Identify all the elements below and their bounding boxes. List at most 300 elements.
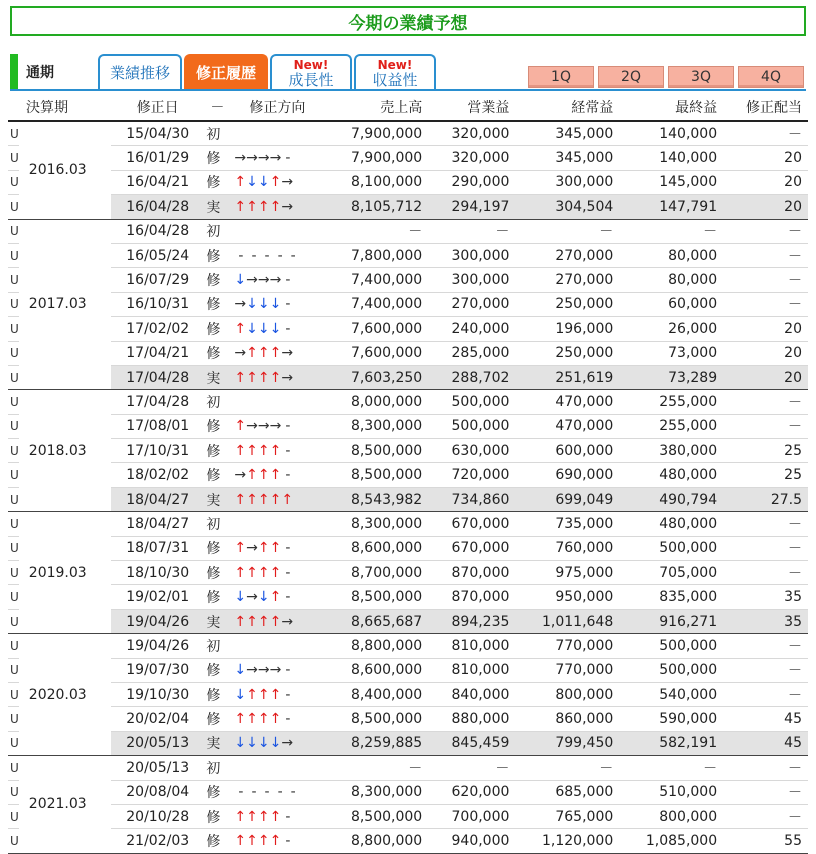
revision-kind: 実 <box>204 731 230 755</box>
revision-kind: 実 <box>204 365 230 389</box>
revision-direction <box>230 585 324 609</box>
arrow-right-icon: → <box>269 150 282 167</box>
arrow-down-icon: ↓ <box>257 320 270 337</box>
net-profit-value: － <box>619 219 723 243</box>
arrow-right-icon: → <box>246 589 258 606</box>
revision-date: 17/04/28 <box>111 390 204 414</box>
dash-icon: - <box>285 662 291 679</box>
table-row <box>8 195 808 219</box>
dividend-value: 20 <box>723 317 808 341</box>
sales-value: 8,500,000 <box>324 707 428 731</box>
dividend-value: 55 <box>723 829 808 853</box>
revision-date: 19/04/26 <box>111 609 204 633</box>
arrow-right-icon: → <box>234 345 247 362</box>
revision-kind: 修 <box>204 707 230 731</box>
operating-profit-value: 288,702 <box>428 365 515 389</box>
revision-date: 18/02/02 <box>111 463 204 487</box>
arrow-up-icon: ↑ <box>257 442 270 459</box>
table-row <box>8 756 808 780</box>
header-sales: 売上高 <box>324 94 428 121</box>
dividend-value: － <box>723 390 808 414</box>
sales-value: 8,300,000 <box>324 414 428 438</box>
dash-icon: - <box>285 808 291 825</box>
revision-kind: 初 <box>204 756 230 780</box>
arrow-up-icon: ↑ <box>257 808 270 825</box>
dash-icon: - <box>285 296 291 313</box>
arrow-up-icon: ↑ <box>257 613 270 630</box>
operating-profit-value: － <box>428 219 515 243</box>
arrow-right-icon: → <box>246 418 258 435</box>
sales-value: － <box>324 219 428 243</box>
ordinary-profit-value: 304,504 <box>515 195 619 219</box>
row-marker: U <box>8 219 19 243</box>
revision-direction <box>230 682 324 706</box>
net-profit-value: 835,000 <box>619 585 723 609</box>
header-ordinary-profit: 経常益 <box>515 94 619 121</box>
net-profit-value: 1,085,000 <box>619 829 723 853</box>
net-profit-value: 26,000 <box>619 317 723 341</box>
tab-label: 成長性 <box>288 71 334 89</box>
quarter-button-4q[interactable]: 4Q <box>738 66 804 88</box>
revision-direction <box>230 341 324 365</box>
row-marker: U <box>8 463 19 487</box>
sales-value: 7,400,000 <box>324 292 428 316</box>
arrow-up-icon: ↑ <box>269 613 282 630</box>
arrow-down-icon: ↓ <box>234 686 247 703</box>
sales-value: 7,900,000 <box>324 146 428 170</box>
arrow-right-icon: → <box>234 150 247 167</box>
dash-icon: - <box>238 247 244 264</box>
net-profit-value: 540,000 <box>619 682 723 706</box>
sales-value: 8,105,712 <box>324 195 428 219</box>
ordinary-profit-value: － <box>515 219 619 243</box>
dividend-value: 35 <box>723 609 808 633</box>
net-profit-value: 140,000 <box>619 146 723 170</box>
arrow-up-icon: ↑ <box>234 564 247 581</box>
arrow-right-icon: → <box>269 418 282 435</box>
arrow-up-icon: ↑ <box>269 198 282 215</box>
row-marker: U <box>8 146 19 170</box>
dividend-value: － <box>723 804 808 828</box>
table-row <box>8 365 808 389</box>
revision-direction <box>230 804 324 828</box>
arrow-right-icon: → <box>257 418 270 435</box>
dividend-value: － <box>723 780 808 804</box>
header-kind: － <box>204 94 230 121</box>
dividend-value: － <box>723 756 808 780</box>
ordinary-profit-value: 1,120,000 <box>515 829 619 853</box>
arrow-up-icon: ↑ <box>246 467 258 484</box>
dash-icon: - <box>290 784 296 801</box>
arrow-right-icon: → <box>234 296 247 313</box>
ordinary-profit-value: 270,000 <box>515 268 619 292</box>
page-title: 今期の業績予想 <box>10 6 806 36</box>
arrow-down-icon: ↓ <box>257 735 270 752</box>
revision-date: 16/04/28 <box>111 195 204 219</box>
header-operating-profit: 営業益 <box>428 94 515 121</box>
arrow-right-icon: → <box>269 272 282 289</box>
ordinary-profit-value: 251,619 <box>515 365 619 389</box>
net-profit-value: 582,191 <box>619 731 723 755</box>
ordinary-profit-value: 345,000 <box>515 121 619 146</box>
revision-date: 16/04/28 <box>111 219 204 243</box>
arrow-up-icon: ↑ <box>257 686 270 703</box>
revision-date: 16/04/21 <box>111 170 204 194</box>
arrow-up-icon: ↑ <box>234 442 247 459</box>
revision-direction <box>230 829 324 853</box>
arrow-up-icon: ↑ <box>269 564 282 581</box>
net-profit-value: 500,000 <box>619 536 723 560</box>
ordinary-profit-value: 196,000 <box>515 317 619 341</box>
dash-icon: - <box>285 564 291 581</box>
dividend-value: － <box>723 219 808 243</box>
revision-date: 20/02/04 <box>111 707 204 731</box>
dash-icon: - <box>290 247 296 264</box>
arrow-up-icon: ↑ <box>257 564 270 581</box>
arrow-up-icon: ↑ <box>246 198 258 215</box>
net-profit-value: 380,000 <box>619 439 723 463</box>
arrow-right-icon: → <box>234 467 247 484</box>
row-marker: U <box>8 780 19 804</box>
revision-date: 19/07/30 <box>111 658 204 682</box>
arrow-up-icon: ↑ <box>257 467 270 484</box>
tab-profitability[interactable] <box>354 54 436 90</box>
sales-value: 7,900,000 <box>324 121 428 146</box>
operating-profit-value: 870,000 <box>428 561 515 585</box>
arrow-up-icon: ↑ <box>281 491 294 508</box>
ordinary-profit-value: 600,000 <box>515 439 619 463</box>
arrow-up-icon: ↑ <box>269 174 282 191</box>
dividend-value: 20 <box>723 146 808 170</box>
arrow-up-icon: ↑ <box>234 320 247 337</box>
dividend-value: － <box>723 292 808 316</box>
ordinary-profit-value: 470,000 <box>515 414 619 438</box>
sales-value: 8,700,000 <box>324 561 428 585</box>
dash-icon: - <box>285 540 291 557</box>
operating-profit-value: 285,000 <box>428 341 515 365</box>
arrow-right-icon: → <box>257 662 270 679</box>
ordinary-profit-value: 250,000 <box>515 341 619 365</box>
dividend-value: 20 <box>723 195 808 219</box>
table-row <box>8 414 808 438</box>
dash-icon: - <box>285 711 291 728</box>
row-marker: U <box>8 414 19 438</box>
revision-date: 18/10/30 <box>111 561 204 585</box>
operating-profit-value: 894,235 <box>428 609 515 633</box>
revision-date: 20/05/13 <box>111 756 204 780</box>
arrow-down-icon: ↓ <box>234 662 247 679</box>
revision-kind: 修 <box>204 317 230 341</box>
table-row <box>8 487 808 511</box>
ordinary-profit-value: － <box>515 756 619 780</box>
arrow-up-icon: ↑ <box>257 540 270 557</box>
operating-profit-value: 320,000 <box>428 121 515 146</box>
net-profit-value: 80,000 <box>619 268 723 292</box>
tab-label: 業績推移 <box>109 63 170 82</box>
sales-value: 7,603,250 <box>324 365 428 389</box>
operating-profit-value: 620,000 <box>428 780 515 804</box>
dividend-value: 20 <box>723 365 808 389</box>
arrow-up-icon: ↑ <box>257 833 270 850</box>
row-marker: U <box>8 268 19 292</box>
arrow-up-icon: ↑ <box>234 174 247 191</box>
fiscal-period: 2019.03 <box>19 512 111 634</box>
dividend-value: － <box>723 268 808 292</box>
ordinary-profit-value: 799,450 <box>515 731 619 755</box>
table-row <box>8 536 808 560</box>
net-profit-value: 147,791 <box>619 195 723 219</box>
ordinary-profit-value: 950,000 <box>515 585 619 609</box>
arrow-up-icon: ↑ <box>257 711 270 728</box>
table-row <box>8 292 808 316</box>
dash-icon: - <box>264 784 270 801</box>
row-marker: U <box>8 121 19 146</box>
revision-date: 17/04/28 <box>111 365 204 389</box>
row-marker: U <box>8 195 19 219</box>
revision-date: 19/02/01 <box>111 585 204 609</box>
table-row <box>8 463 808 487</box>
sales-value: 7,600,000 <box>324 317 428 341</box>
net-profit-value: 255,000 <box>619 414 723 438</box>
quarter-button-3q[interactable]: 3Q <box>668 66 734 88</box>
revision-kind: 修 <box>204 414 230 438</box>
dash-icon: - <box>285 418 291 435</box>
row-marker: U <box>8 292 19 316</box>
arrow-right-icon: → <box>246 540 258 557</box>
table-row <box>8 390 808 414</box>
operating-profit-value: 240,000 <box>428 317 515 341</box>
arrow-right-icon: → <box>257 272 270 289</box>
sales-value: 7,800,000 <box>324 243 428 267</box>
net-profit-value: 500,000 <box>619 634 723 658</box>
dash-icon: - <box>251 247 257 264</box>
revision-date: 19/04/26 <box>111 634 204 658</box>
ordinary-profit-value: 250,000 <box>515 292 619 316</box>
header-direction: 修正方向 <box>230 94 324 121</box>
table-row <box>8 170 808 194</box>
revision-kind: 修 <box>204 292 230 316</box>
arrow-right-icon: → <box>257 150 270 167</box>
revision-kind: 修 <box>204 170 230 194</box>
arrow-up-icon: ↑ <box>269 589 282 606</box>
header-net-profit: 最終益 <box>619 94 723 121</box>
revision-date: 17/08/01 <box>111 414 204 438</box>
arrow-up-icon: ↑ <box>246 711 258 728</box>
revision-direction <box>230 170 324 194</box>
revision-direction <box>230 195 324 219</box>
net-profit-value: 510,000 <box>619 780 723 804</box>
revision-kind: 修 <box>204 804 230 828</box>
revision-direction <box>230 512 324 536</box>
operating-profit-value: 870,000 <box>428 585 515 609</box>
arrow-up-icon: ↑ <box>234 613 247 630</box>
dash-icon: - <box>285 467 291 484</box>
arrow-up-icon: ↑ <box>269 711 282 728</box>
arrow-down-icon: ↓ <box>234 735 247 752</box>
revision-kind: 修 <box>204 585 230 609</box>
revision-direction <box>230 561 324 585</box>
arrow-up-icon: ↑ <box>269 491 282 508</box>
arrow-down-icon: ↓ <box>246 735 258 752</box>
table-row <box>8 780 808 804</box>
revision-direction <box>230 731 324 755</box>
dividend-value: － <box>723 414 808 438</box>
table-row <box>8 121 808 146</box>
revision-direction <box>230 121 324 146</box>
dash-icon: - <box>285 442 291 459</box>
sales-value: 8,500,000 <box>324 585 428 609</box>
section-marker <box>10 54 18 90</box>
table-row <box>8 634 808 658</box>
operating-profit-value: 290,000 <box>428 170 515 194</box>
arrow-right-icon: → <box>281 369 294 386</box>
revision-date: 16/05/24 <box>111 243 204 267</box>
revision-direction <box>230 658 324 682</box>
dash-icon: - <box>285 272 291 289</box>
table-header-row <box>8 94 808 121</box>
table-row <box>8 219 808 243</box>
net-profit-value: 480,000 <box>619 463 723 487</box>
net-profit-value: 145,000 <box>619 170 723 194</box>
row-marker: U <box>8 536 19 560</box>
sales-value: － <box>324 756 428 780</box>
net-profit-value: 255,000 <box>619 390 723 414</box>
sales-value: 8,500,000 <box>324 463 428 487</box>
ordinary-profit-value: 270,000 <box>515 243 619 267</box>
dash-icon: - <box>285 833 291 850</box>
row-marker: U <box>8 658 19 682</box>
arrow-up-icon: ↑ <box>246 345 258 362</box>
revision-date: 17/10/31 <box>111 439 204 463</box>
arrow-right-icon: → <box>281 613 294 630</box>
dividend-value: 27.5 <box>723 487 808 511</box>
table-row <box>8 609 808 633</box>
quarter-button-2q[interactable]: 2Q <box>598 66 664 88</box>
table-row <box>8 585 808 609</box>
arrow-down-icon: ↓ <box>246 174 258 191</box>
revision-direction <box>230 756 324 780</box>
header-period: 決算期 <box>8 94 111 121</box>
sales-value: 8,800,000 <box>324 829 428 853</box>
revision-direction <box>230 268 324 292</box>
dividend-value: 45 <box>723 731 808 755</box>
revision-date: 17/04/21 <box>111 341 204 365</box>
net-profit-value: 73,000 <box>619 341 723 365</box>
ordinary-profit-value: 699,049 <box>515 487 619 511</box>
tab-business-trend[interactable] <box>98 54 182 90</box>
arrow-up-icon: ↑ <box>246 808 258 825</box>
revision-kind: 修 <box>204 780 230 804</box>
dividend-value: － <box>723 682 808 706</box>
row-marker: U <box>8 731 19 755</box>
row-marker: U <box>8 439 19 463</box>
tab-growth[interactable] <box>270 54 352 90</box>
ordinary-profit-value: 760,000 <box>515 536 619 560</box>
sales-value: 8,259,885 <box>324 731 428 755</box>
tab-label: 修正履歴 <box>195 63 256 82</box>
dash-icon: - <box>285 589 291 606</box>
sales-value: 8,500,000 <box>324 804 428 828</box>
revision-date: 21/02/03 <box>111 829 204 853</box>
sales-value: 8,665,687 <box>324 609 428 633</box>
operating-profit-value: 270,000 <box>428 292 515 316</box>
revision-direction <box>230 219 324 243</box>
sales-value: 8,400,000 <box>324 682 428 706</box>
revision-date: 18/04/27 <box>111 512 204 536</box>
revision-direction <box>230 487 324 511</box>
row-marker: U <box>8 390 19 414</box>
arrow-up-icon: ↑ <box>257 369 270 386</box>
table-row <box>8 146 808 170</box>
row-marker: U <box>8 341 19 365</box>
table-row <box>8 243 808 267</box>
arrow-right-icon: → <box>281 174 294 191</box>
revision-kind: 初 <box>204 512 230 536</box>
row-marker: U <box>8 170 19 194</box>
tab-underline <box>10 89 806 91</box>
tab-revision-history[interactable] <box>184 54 268 90</box>
arrow-up-icon: ↑ <box>269 833 282 850</box>
arrow-down-icon: ↓ <box>257 174 270 191</box>
revision-kind: 初 <box>204 390 230 414</box>
operating-profit-value: 845,459 <box>428 731 515 755</box>
ordinary-profit-value: 300,000 <box>515 170 619 194</box>
revision-direction <box>230 146 324 170</box>
operating-profit-value: 700,000 <box>428 804 515 828</box>
dividend-value: － <box>723 121 808 146</box>
quarter-button-1q[interactable]: 1Q <box>528 66 594 88</box>
dash-icon: - <box>285 686 291 703</box>
revision-kind: 修 <box>204 439 230 463</box>
arrow-down-icon: ↓ <box>257 296 270 313</box>
revision-date: 16/01/29 <box>111 146 204 170</box>
net-profit-value: 480,000 <box>619 512 723 536</box>
arrow-up-icon: ↑ <box>234 418 247 435</box>
dash-icon: - <box>251 784 257 801</box>
revision-direction <box>230 609 324 633</box>
dash-icon: - <box>277 247 283 264</box>
arrow-up-icon: ↑ <box>269 808 282 825</box>
revision-date: 17/02/02 <box>111 317 204 341</box>
operating-profit-value: 734,860 <box>428 487 515 511</box>
row-marker: U <box>8 487 19 511</box>
revision-direction <box>230 780 324 804</box>
operating-profit-value: 500,000 <box>428 390 515 414</box>
ordinary-profit-value: 1,011,648 <box>515 609 619 633</box>
row-marker: U <box>8 317 19 341</box>
row-marker: U <box>8 561 19 585</box>
arrow-down-icon: ↓ <box>246 320 258 337</box>
row-marker: U <box>8 609 19 633</box>
sales-value: 8,300,000 <box>324 512 428 536</box>
revision-direction <box>230 707 324 731</box>
revision-direction <box>230 414 324 438</box>
row-marker: U <box>8 682 19 706</box>
revision-direction <box>230 390 324 414</box>
arrow-right-icon: → <box>246 662 258 679</box>
table-row <box>8 341 808 365</box>
revision-direction <box>230 439 324 463</box>
arrow-right-icon: → <box>269 662 282 679</box>
arrow-down-icon: ↓ <box>234 272 247 289</box>
row-marker: U <box>8 585 19 609</box>
fiscal-period: 2016.03 <box>19 121 111 219</box>
revision-date: 20/05/13 <box>111 731 204 755</box>
revision-direction <box>230 292 324 316</box>
arrow-down-icon: ↓ <box>234 589 247 606</box>
dividend-value: 35 <box>723 585 808 609</box>
revision-kind: 修 <box>204 561 230 585</box>
